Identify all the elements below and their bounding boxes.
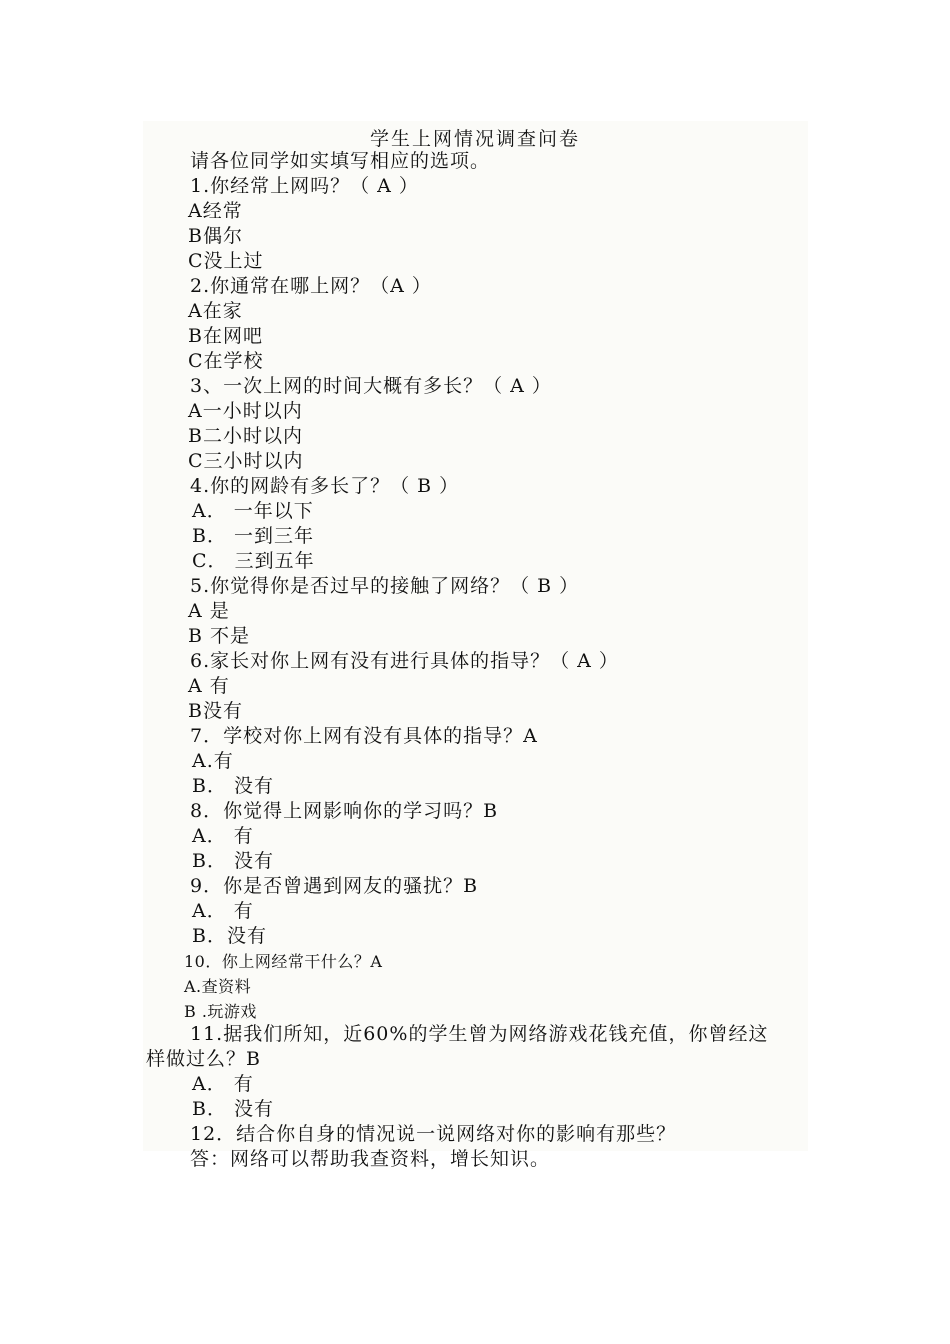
question-10: 10．你上网经常干什么？A bbox=[184, 952, 383, 971]
question-12: 12．结合你自身的情况说一说网络对你的影响有那些？ bbox=[190, 1123, 677, 1145]
option-q11-a: A． 有 bbox=[192, 1073, 254, 1095]
question-6: 6.家长对你上网有没有进行具体的指导？（ A ） bbox=[190, 650, 619, 672]
option-q3-c: C三小时以内 bbox=[188, 450, 304, 472]
option-q2-c: C在学校 bbox=[188, 350, 264, 372]
question-7: 7．学校对你上网有没有具体的指导？A bbox=[190, 725, 538, 747]
option-q1-b: B偶尔 bbox=[188, 225, 243, 247]
question-5: 5.你觉得你是否过早的接触了网络？（ B ） bbox=[190, 575, 580, 597]
option-q5-b: B 不是 bbox=[188, 625, 251, 647]
option-q6-a: A 有 bbox=[188, 675, 230, 697]
option-q2-a: A在家 bbox=[188, 300, 243, 322]
question-1: 1.你经常上网吗？（ A ） bbox=[190, 175, 419, 197]
option-q9-a: A． 有 bbox=[192, 900, 254, 922]
option-q4-a: A． 一年以下 bbox=[192, 500, 314, 522]
option-q1-a: A经常 bbox=[188, 200, 243, 222]
page-title: 学生上网情况调查问卷 bbox=[369, 128, 580, 150]
option-q8-b: B． 没有 bbox=[192, 850, 275, 872]
option-q3-a: A一小时以内 bbox=[188, 400, 303, 422]
option-q2-b: B在网吧 bbox=[188, 325, 263, 347]
question-11-line-2: 样做过么？B bbox=[146, 1048, 261, 1070]
option-q6-b: B没有 bbox=[188, 700, 243, 722]
option-q8-a: A． 有 bbox=[192, 825, 254, 847]
question-3: 3、一次上网的时间大概有多长？（ A ） bbox=[190, 375, 552, 397]
option-q4-c: C． 三到五年 bbox=[192, 550, 315, 572]
question-8: 8．你觉得上网影响你的学习吗？B bbox=[190, 800, 499, 822]
option-q5-a: A 是 bbox=[188, 600, 230, 622]
option-q11-b: B． 没有 bbox=[192, 1098, 275, 1120]
option-q10-a: A.查资料 bbox=[184, 977, 252, 996]
option-q10-b: B .玩游戏 bbox=[184, 1002, 257, 1021]
option-q7-b: B． 没有 bbox=[192, 775, 275, 797]
option-q7-a: A.有 bbox=[192, 750, 234, 772]
option-q1-c: C没上过 bbox=[188, 250, 264, 272]
answer-12: 答：网络可以帮助我查资料，增长知识。 bbox=[190, 1148, 551, 1170]
option-q4-b: B． 一到三年 bbox=[192, 525, 315, 547]
question-2: 2.你通常在哪上网？（A ） bbox=[190, 275, 432, 297]
question-4: 4.你的网龄有多长了？（ B ） bbox=[190, 475, 460, 497]
option-q9-b: B．没有 bbox=[192, 925, 267, 947]
intro-text: 请各位同学如实填写相应的选项。 bbox=[190, 150, 491, 172]
question-11-line-1: 11.据我们所知，近60%的学生曾为网络游戏花钱充值，你曾经这 bbox=[190, 1023, 769, 1045]
option-q3-b: B二小时以内 bbox=[188, 425, 303, 447]
question-9: 9．你是否曾遇到网友的骚扰？B bbox=[190, 875, 479, 897]
